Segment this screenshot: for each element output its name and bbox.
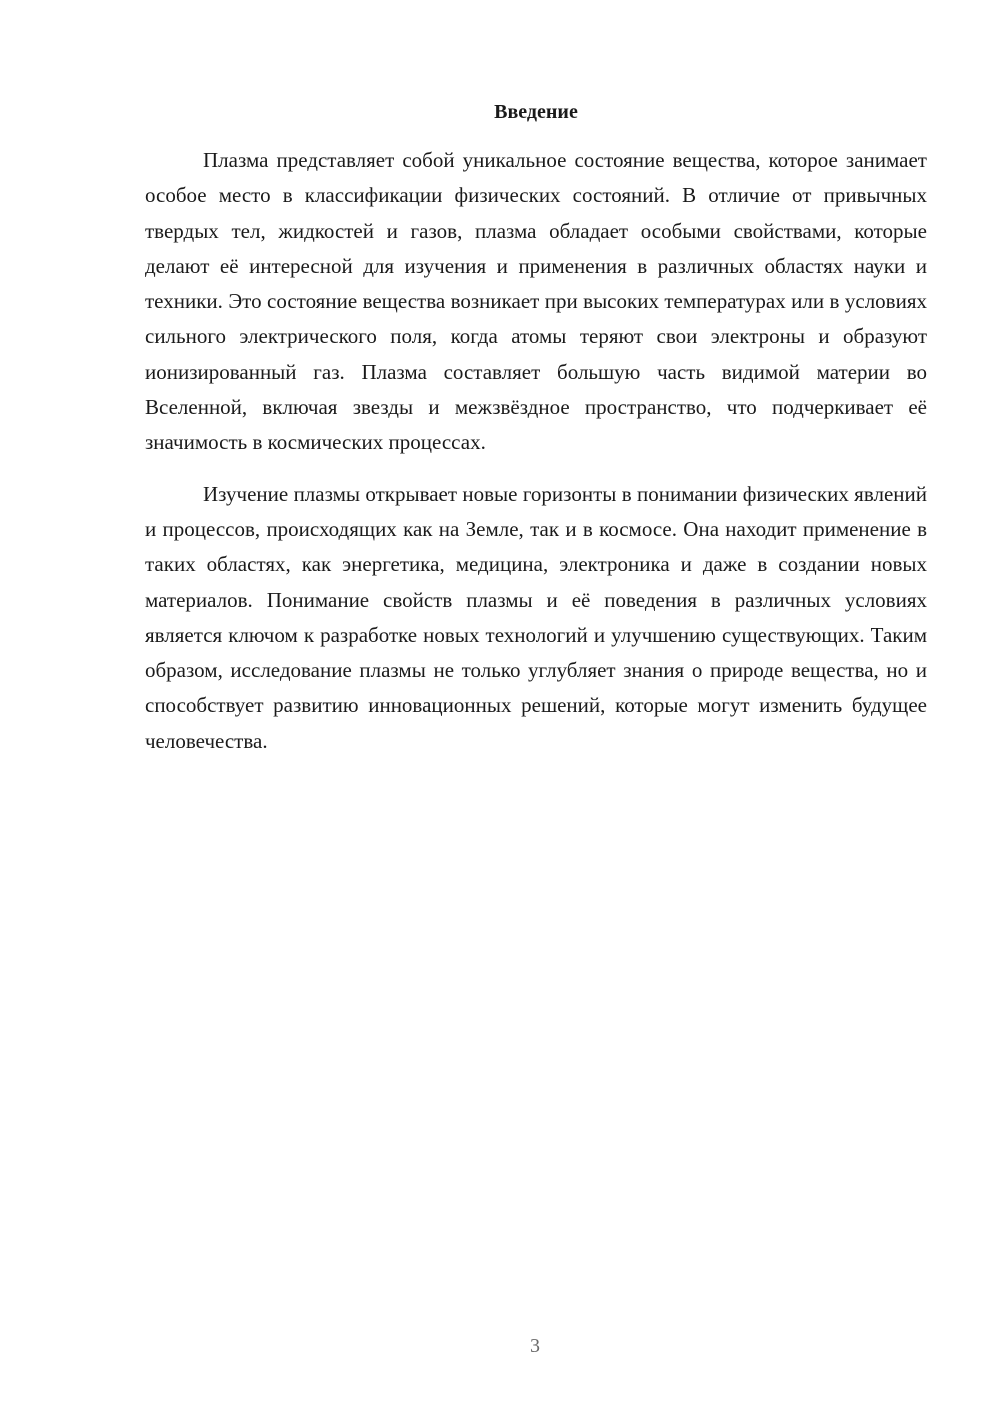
page-number: 3	[530, 1335, 540, 1357]
paragraph-intro: Плазма представляет собой уникальное состояние вещества, которое занимает особое место в классификации физических состояний. В отличие от привычных твердых тел, жидкостей и газов, плазма обладает особыми свойствами, которые делают её интересной для изучения и применения в различных областях науки и техники. Это состояние вещества возникает при высоких температурах или в условиях сильного электрического поля, когда атомы теряют свои электроны и образуют ионизированный газ. Плазма составляет большую часть видимой материи во Вселенной, включая звезды и межзвёздное пространство, что подчеркивает её значимость в космических процессах.	[145, 148, 927, 455]
paragraph-study: Изучение плазмы открывает новые горизонты в понимании физических явлений и процессов, происходящих как на Земле, так и в космосе. Она находит применение в таких областях, как энергетика, медицина, электроника и даже в создании новых материалов. Понимание свойств плазмы и её поведения в различных условиях является ключом к разработке новых технологий и улучшению существующих. Таким образом, исследование плазмы не только углубляет знания о природе вещества, но и способствует развитию инновационных решений, которые могут изменить будущее человечества.	[145, 481, 927, 753]
section-heading: Введение	[494, 101, 578, 123]
body-text	[145, 143, 927, 759]
